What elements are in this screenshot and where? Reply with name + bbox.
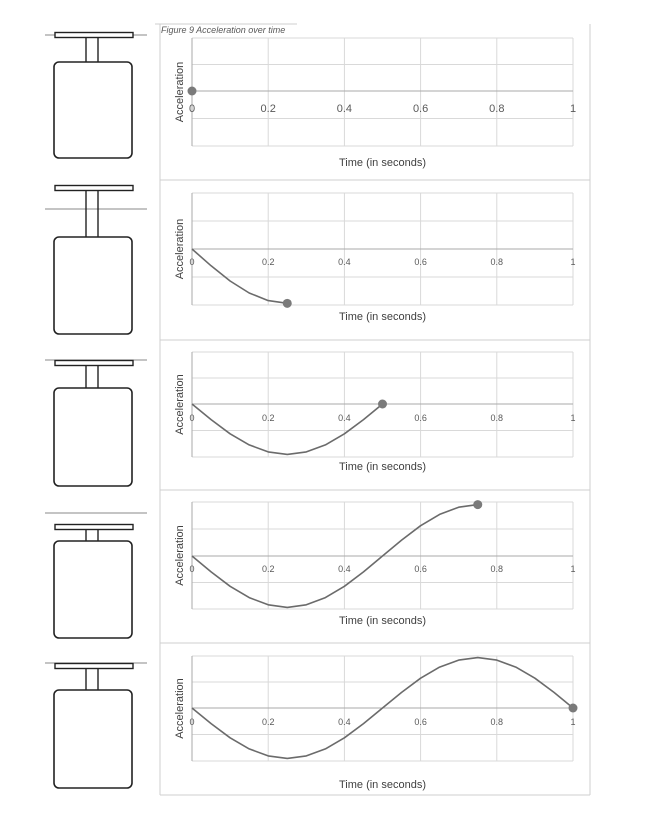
x-tick-label: 0.4: [338, 717, 351, 727]
y-axis-label: Acceleration: [174, 678, 186, 739]
x-tick-label: 0.8: [490, 717, 504, 727]
x-tick-label: 1: [570, 717, 576, 727]
x-tick-label: 0: [189, 257, 195, 267]
x-axis-label: Time (in seconds): [338, 157, 427, 169]
current-point-marker: [378, 400, 387, 409]
spring-mass-diagram-1: [45, 33, 147, 159]
x-tick-label: 0: [189, 717, 195, 727]
x-tick-label: 0.6: [414, 564, 427, 574]
current-point-marker: [283, 299, 292, 308]
x-tick-label: 0.4: [336, 103, 353, 115]
x-tick-label: 0: [188, 103, 196, 115]
x-tick-label: 1: [570, 257, 576, 267]
spring-mass-diagram-4: [45, 513, 147, 638]
x-tick-label: 0.6: [414, 717, 427, 727]
chart-panel-1: [174, 38, 576, 169]
figure-caption: Figure 9 Acceleration over time: [161, 25, 286, 35]
x-axis-label: Time (in seconds): [338, 311, 427, 323]
x-tick-label: 0.2: [261, 564, 275, 574]
chart-panel-5: [160, 643, 590, 791]
x-tick-label: 0.8: [490, 257, 504, 267]
current-point-marker: [473, 500, 482, 509]
x-tick-label: 1: [569, 103, 577, 115]
spring-mass-diagram-5: [45, 663, 147, 788]
x-tick-label: 0.8: [489, 103, 505, 115]
x-tick-label: 0.6: [414, 413, 427, 423]
x-axis-label: Time (in seconds): [338, 461, 427, 473]
x-tick-label: 0.6: [414, 257, 427, 267]
x-tick-label: 0.4: [338, 564, 351, 574]
x-tick-label: 0: [189, 564, 195, 574]
x-tick-label: 0.8: [490, 564, 504, 574]
current-point-marker: [188, 87, 197, 96]
x-tick-label: 0.2: [260, 103, 276, 115]
x-tick-label: 0.4: [338, 413, 351, 423]
mass-block: [54, 388, 132, 486]
acceleration-curve: [192, 404, 383, 454]
top-plate: [55, 361, 133, 366]
top-plate: [55, 664, 133, 669]
x-tick-label: 1: [570, 413, 576, 423]
x-tick-label: 1: [570, 564, 576, 574]
x-tick-label: 0.4: [338, 257, 351, 267]
mass-block: [54, 237, 132, 334]
chart-panel-2: [160, 180, 590, 323]
x-tick-label: 0.6: [412, 103, 429, 115]
mass-block: [54, 690, 132, 788]
y-axis-label: Acceleration: [174, 61, 186, 123]
x-axis-label: Time (in seconds): [338, 779, 427, 791]
x-tick-label: 0: [189, 413, 195, 423]
chart-panel-3: [160, 340, 590, 473]
y-axis-label: Acceleration: [174, 525, 186, 586]
y-axis-label: Acceleration: [174, 374, 186, 435]
x-tick-label: 0.8: [490, 413, 504, 423]
x-tick-label: 0.2: [261, 717, 275, 727]
mass-block: [54, 541, 132, 638]
top-plate: [55, 525, 133, 530]
top-plate: [55, 33, 133, 38]
x-axis-label: Time (in seconds): [338, 615, 427, 627]
chart-panel-4: [160, 490, 590, 627]
mass-block: [54, 62, 132, 158]
x-tick-label: 0.2: [261, 257, 275, 267]
current-point-marker: [569, 704, 578, 713]
spring-mass-diagram-3: [45, 360, 147, 486]
y-axis-label: Acceleration: [174, 218, 186, 280]
top-plate: [55, 186, 133, 191]
spring-mass-diagram-2: [45, 186, 147, 335]
panel-stack: [45, 24, 590, 795]
x-tick-label: 0.2: [261, 413, 275, 423]
